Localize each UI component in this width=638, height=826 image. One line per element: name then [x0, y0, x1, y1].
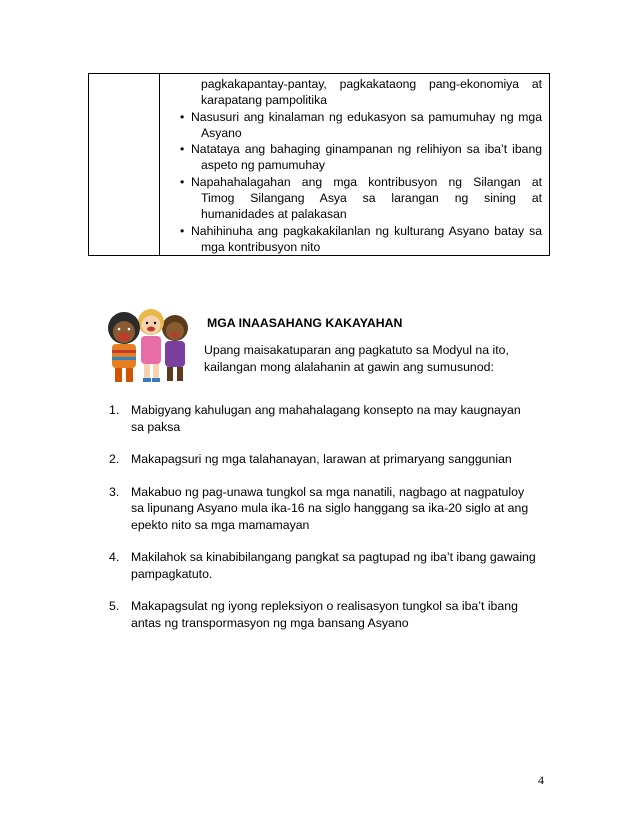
table-column-divider: [159, 74, 160, 255]
objective-line: [180, 190, 542, 206]
competency-text-line: Makabuo ng pag-unawa tungkol sa mga nanatili, nagbago at nagpatuloy: [131, 484, 525, 499]
competency-list: [109, 402, 549, 647]
competency-number: 3.: [109, 484, 120, 499]
objective-text: Asyano: [201, 125, 242, 140]
objective-line: [180, 125, 542, 141]
bullet-icon: •: [180, 174, 185, 189]
objective-text: Timog Silangang Asya sa larangan ng sining at: [201, 191, 542, 206]
objective-line: [180, 76, 542, 92]
objectives-table: [88, 73, 550, 256]
competency-text-line: Makapagsulat ng iyong repleksiyon o realisasyon tungkol sa iba’t ibang: [131, 599, 518, 613]
competency-number: 1.: [109, 403, 120, 417]
children-illustration: [104, 306, 196, 384]
objective-text: Napahahalagahan ang mga kontribusyon ng Silangan at: [191, 174, 542, 189]
competency-number: 5.: [109, 599, 120, 613]
objective-line: [180, 206, 542, 222]
bullet-icon: •: [180, 109, 185, 124]
competency-number: 2.: [109, 452, 120, 466]
competency-item: [109, 598, 549, 631]
objective-text: Nasusuri ang kinalaman ng edukasyon sa pamumuhay ng mga: [191, 109, 542, 124]
bullet-icon: •: [180, 142, 185, 157]
objective-line: [180, 92, 542, 108]
competency-text-line: sa paksa: [131, 419, 181, 434]
objective-line: [180, 239, 542, 255]
competency-text-line: Mabigyang kahulugan ang mahahalagang konsepto na may kaugnayan: [131, 403, 521, 417]
competency-item: [109, 402, 549, 435]
child-right: [162, 315, 188, 381]
competency-item: [109, 549, 549, 582]
competency-text-line: Makapagsuri ng mga talahanayan, larawan at primaryang sanggunian: [131, 452, 512, 466]
child-left: [108, 312, 140, 382]
competency-text-line: pampagkatuto.: [131, 566, 213, 581]
competency-item: [109, 484, 549, 534]
objective-text: aspeto ng pamumuhay: [201, 158, 325, 173]
intro-line: kailangan mong alalahanin at gawin ang sumusunod:: [204, 359, 494, 374]
competency-text-line: epekto nito sa mga mamamayan: [131, 517, 310, 532]
objective-text: pagkakapantay-pantay, pagkakataong pang-ekonomiya at: [201, 77, 542, 91]
section-heading: MGA INAASAHANG KAKAYAHAN: [207, 316, 403, 330]
objective-bullet-line: [180, 141, 542, 157]
section-intro: [204, 342, 509, 375]
competency-text-line: Makilahok sa kinabibilangang pangkat sa pagtupad ng iba’t ibang gawaing: [131, 550, 536, 564]
intro-line: Upang maisakatuparan ang pagkatuto sa Modyul na ito,: [204, 343, 509, 357]
bullet-icon: •: [180, 223, 185, 238]
child-middle: [138, 309, 164, 382]
competency-item: [109, 451, 549, 468]
objective-text: karapatang pampolitika: [201, 93, 328, 108]
objective-bullet-line: [180, 174, 542, 190]
table-objectives-cell: [180, 76, 542, 255]
objective-line: [180, 157, 542, 173]
competency-text-line: sa lipunang Asyano mula ika-16 na siglo hanggang sa ika-20 siglo at ang: [131, 501, 529, 515]
objective-text: humanidades at palakasan: [201, 207, 347, 222]
objective-text: mga kontribusyon nito: [201, 239, 321, 254]
page-number: 4: [538, 773, 544, 787]
competency-text-line: antas ng transpormasyon ng mga bansang Asyano: [131, 615, 409, 630]
competency-number: 4.: [109, 550, 120, 564]
objective-bullet-line: [180, 223, 542, 239]
objective-text: Natataya ang bahaging ginampanan ng relihiyon sa iba’t ibang: [191, 142, 542, 157]
objective-bullet-line: [180, 109, 542, 125]
objective-text: Nahihinuha ang pagkakakilanlan ng kulturang Asyano batay sa: [191, 223, 542, 238]
